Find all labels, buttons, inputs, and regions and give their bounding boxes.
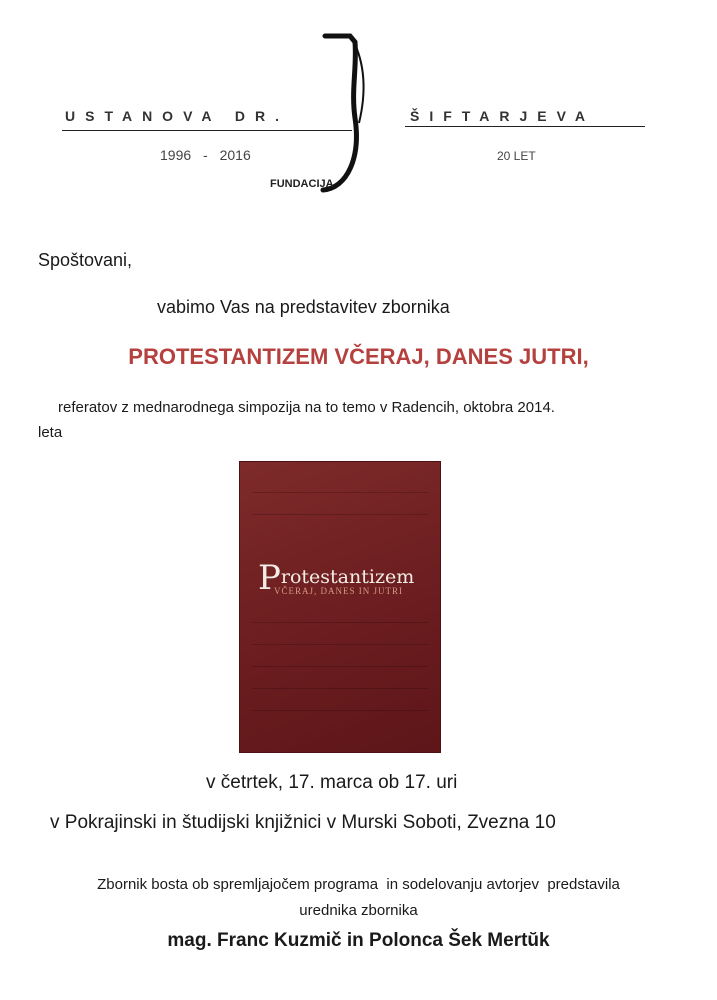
- closing-line-2: urednika zbornika: [299, 902, 418, 919]
- foundation-label: FUNDACIJA: [270, 178, 334, 190]
- cover-initial: P: [258, 558, 281, 598]
- event-date: v četrtek, 17. marca ob 17. uri: [206, 772, 458, 793]
- book-cover-image: [240, 462, 440, 752]
- book-title: PROTESTANTIZEM VČERAJ, DANES JUTRI,: [128, 344, 589, 369]
- institution-name-right: ŠIFTARJEVA: [410, 108, 596, 124]
- editors-names: mag. Franc Kuzmič in Polonca Šek Mertŭk: [167, 930, 550, 951]
- j-curve-logo-icon: [295, 28, 385, 193]
- event-place: v Pokrajinski in študijski knjižnici v Murski Soboti, Zvezna 10: [50, 812, 556, 833]
- years-range: 1996 - 2016: [160, 147, 251, 163]
- invitation-text: vabimo Vas na predstavitev zbornika: [157, 297, 450, 317]
- cover-title-rest: rotestantizem: [280, 566, 415, 588]
- cover-subtitle: VČERAJ, DANES IN JUTRI: [274, 586, 404, 596]
- subtitle-line-2: leta: [38, 424, 63, 441]
- anniversary-label: 20 LET: [497, 149, 536, 163]
- closing-line-1: Zbornik bosta ob spremljajočem programa in sodelovanju avtorjev predstavila: [97, 876, 620, 893]
- header-rule-right: [405, 126, 645, 127]
- greeting: Spoštovani,: [38, 250, 133, 270]
- subtitle-line-1: referatov z mednarodnega simpozija na to temo v Radencih, oktobra 2014.: [58, 399, 555, 416]
- institution-name-left: USTANOVA DR.: [65, 108, 289, 124]
